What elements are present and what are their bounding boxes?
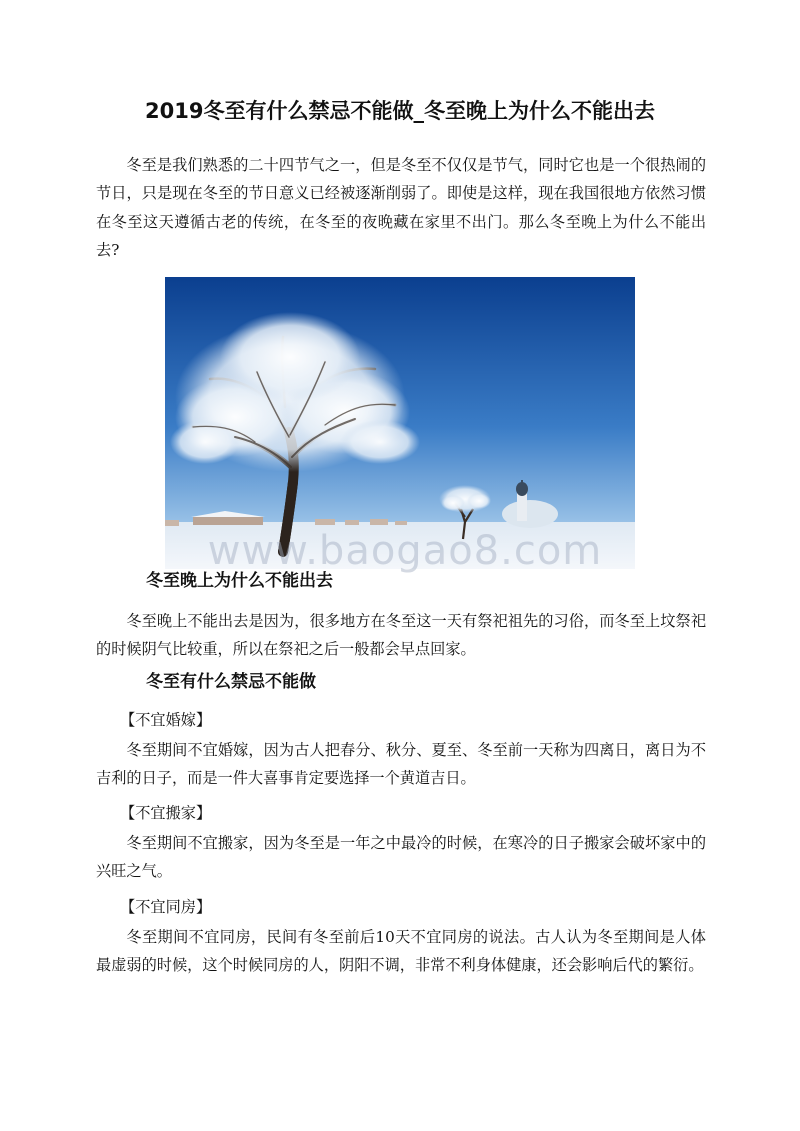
- section-heading-night: 冬至晚上为什么不能出去: [146, 571, 333, 591]
- taboo-paragraph-marriage: 冬至期间不宜婚嫁，因为古人把春分、秋分、夏至、冬至前一天称为四离日，离日为不吉利的日子，而是一件大喜事肯定要选择一个黄道吉日。: [96, 741, 706, 788]
- taboo-label-cohabit: 【不宜同房】: [120, 898, 212, 916]
- snow-tree-photo: [165, 277, 635, 569]
- watermark-text: www.baogao8.com: [207, 528, 603, 574]
- taboo-label-marriage: 【不宜婚嫁】: [120, 711, 212, 729]
- intro-paragraph: 冬至是我们熟悉的二十四节气之一，但是冬至不仅仅是节气，同时它也是一个很热闹的节日，只是现在冬至的节日意义已经被逐渐削弱了。即使是这样，现在我国很地方依然习惯在冬至这天遵循古老的传统，在冬至的夜晚藏在家里不出门。那么冬至晚上为什么不能出去?: [96, 156, 706, 260]
- page-title: 2019冬至有什么禁忌不能做_冬至晚上为什么不能出去: [145, 99, 655, 123]
- taboo-label-moving: 【不宜搬家】: [120, 804, 212, 822]
- taboo-paragraph-cohabit: 冬至期间不宜同房，民间有冬至前后10天不宜同房的说法。古人认为冬至期间是人体最虚弱的时候，这个时候同房的人，阴阳不调，非常不利身体健康，还会影响后代的繁衍。: [96, 928, 706, 975]
- section-paragraph-night: 冬至晚上不能出去是因为，很多地方在冬至这一天有祭祀祖先的习俗，而冬至上坟祭祀的时候阴气比较重，所以在祭祀之后一般都会早点回家。: [96, 612, 706, 659]
- taboo-paragraph-moving: 冬至期间不宜搬家，因为冬至是一年之中最冷的时候，在寒冷的日子搬家会破坏家中的兴旺之气。: [96, 834, 706, 881]
- section-heading-taboos: 冬至有什么禁忌不能做: [146, 672, 316, 692]
